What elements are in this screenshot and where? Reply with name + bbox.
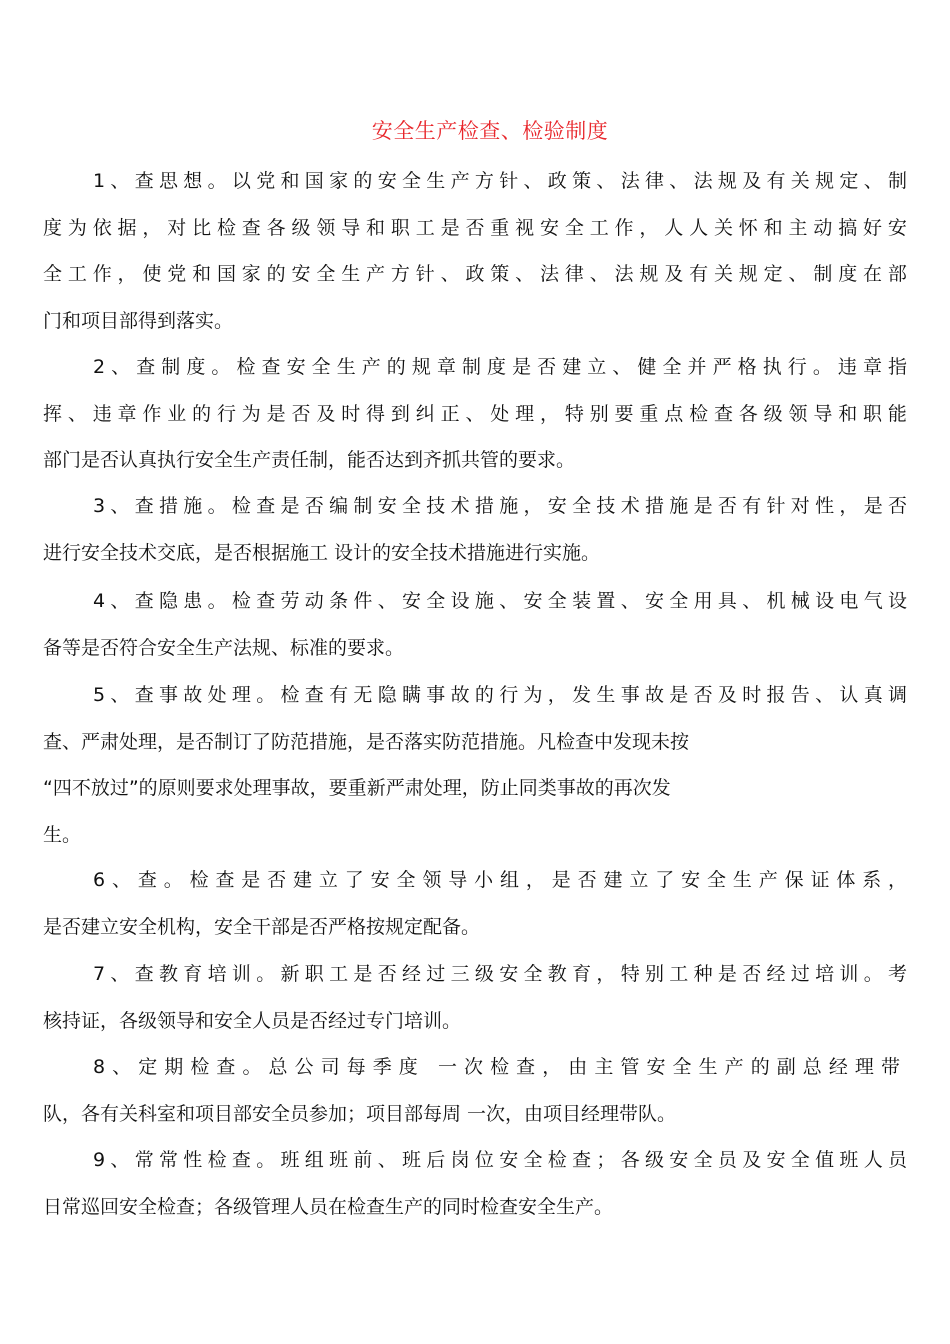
text-line: 4、查隐患。检查劳动条件、安全设施、安全装置、安全用具、机械设电气设 xyxy=(93,590,913,612)
text-line: 队，各有关科室和项目部安全员参加；项目部每周 一次，由项目经理带队。 xyxy=(43,1102,677,1125)
text-line: 3、查措施。检查是否编制安全技术措施，安全技术措施是否有针对性，是否 xyxy=(93,495,913,517)
text-line: 生。 xyxy=(43,823,82,846)
document-title: 安全生产检查、检验制度 xyxy=(371,119,609,143)
text-line: 9、常常性检查。班组班前、班后岗位安全检查；各级安全员及安全值班人员 xyxy=(93,1149,913,1171)
text-line: 是否建立安全机构，安全干部是否严格按规定配备。 xyxy=(43,915,481,938)
section-7-paragraph xyxy=(43,951,913,1044)
text-line: 查、严肃处理，是否制订了防范措施，是否落实防范措施。凡检查中发现未按 xyxy=(43,730,690,753)
text-line: 6、查。检查是否建立了安全领导小组，是否建立了安全生产保证体系， xyxy=(93,869,914,891)
section-2-paragraph xyxy=(43,344,914,484)
section-6-paragraph xyxy=(43,857,914,950)
text-line: 7、查教育培训。新职工是否经过三级安全教育，特别工种是否经过培训。考 xyxy=(93,963,913,985)
section-8-paragraph xyxy=(43,1044,907,1137)
section-9-paragraph xyxy=(43,1137,913,1230)
text-line: 核持证，各级领导和安全人员是否经过专门培训。 xyxy=(43,1009,462,1032)
text-line: 备等是否符合安全生产法规、标准的要求。 xyxy=(43,636,405,659)
text-line: 日常巡回安全检查；各级管理人员在检查生产的同时检查安全生产。 xyxy=(43,1195,614,1218)
text-line: 进行安全技术交底，是否根据施工 设计的安全技术措施进行实施。 xyxy=(43,541,601,564)
section-1-paragraph xyxy=(43,158,913,344)
text-line: “四不放过”的原则要求处理事故，要重新严肃处理，防止同类事故的再次发 xyxy=(43,777,671,799)
text-line: 8、定期检查。总公司每季度 一次检查，由主管安全生产的副总经理带 xyxy=(93,1056,908,1078)
section-5-paragraph xyxy=(43,672,913,858)
text-line: 部门是否认真执行安全生产责任制，能否达到齐抓共管的要求。 xyxy=(43,449,576,471)
text-line: 1、查思想。以党和国家的安全生产方针、政策、法律、法规及有关规定、制 xyxy=(93,170,913,192)
section-4-paragraph xyxy=(43,578,913,671)
text-line: 挥、违章作业的行为是否及时得到纠正、处理，特别要重点检查各级领导和职能 xyxy=(43,402,913,425)
text-line: 5、查事故处理。检查有无隐瞒事故的行为，发生事故是否及时报告、认真调 xyxy=(93,684,913,706)
text-line: 全工作，使党和国家的安全生产方针、政策、法律、法规及有关规定、制度在部 xyxy=(43,263,913,285)
text-line: 度为依据，对比检查各级领导和职工是否重视安全工作，人人关怀和主动搞好安 xyxy=(43,216,913,239)
text-line: 2、查制度。检查安全生产的规章制度是否建立、健全并严格执行。违章指 xyxy=(93,356,914,378)
section-3-paragraph xyxy=(43,483,913,576)
text-line: 门和项目部得到落实。 xyxy=(43,309,234,332)
